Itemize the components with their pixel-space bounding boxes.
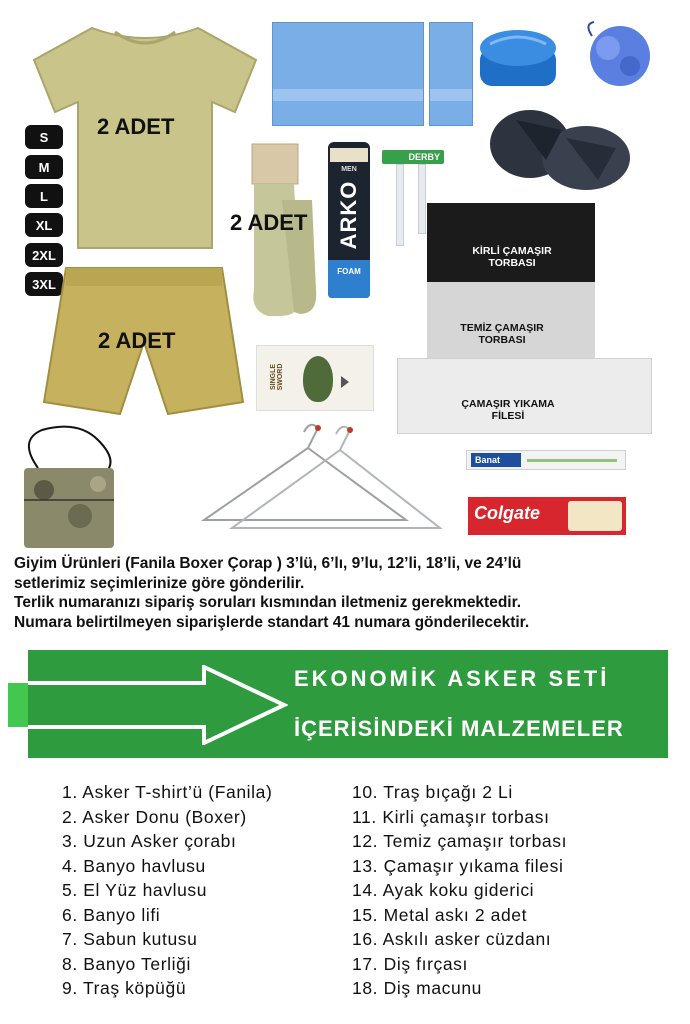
- list-item: [62, 829, 272, 854]
- list-item: [62, 903, 272, 928]
- size-badge-l: L: [25, 184, 63, 208]
- toothpaste-image: [468, 497, 626, 535]
- list-item: [352, 878, 567, 903]
- dirty-laundry-bag-label: KİRLİ ÇAMAŞIR TORBASI: [472, 245, 552, 269]
- size-badge-3xl: 3XL: [25, 272, 63, 296]
- list-item-number: 4.: [62, 855, 78, 876]
- wash-net-label: ÇAMAŞIR YIKAMA FİLESİ: [461, 398, 555, 422]
- razor-brand-label: DERBY: [382, 150, 444, 164]
- list-item-text: Temiz çamaşır torbası: [383, 831, 568, 851]
- size-badge-2xl: 2XL: [25, 243, 63, 267]
- list-item-number: 12.: [352, 831, 379, 851]
- hand-towel-image: [429, 22, 473, 126]
- list-item-number: 6.: [62, 904, 78, 925]
- list-item-text: Diş macunu: [383, 978, 483, 998]
- shaving-foam-sub-label: MEN: [341, 166, 357, 173]
- socks-quantity-label: 2 ADET: [230, 210, 308, 235]
- dirty-laundry-bag-image: [427, 203, 595, 285]
- bath-sponge-image: [578, 18, 658, 90]
- list-item: [352, 780, 567, 805]
- notes-line-3: Terlik numaranızı sipariş soruları kısmından iletmeniz gerekmektedir.: [14, 594, 522, 611]
- toothpaste-brand-label: Colgate: [474, 503, 541, 523]
- list-item-text: Traş köpüğü: [82, 978, 187, 998]
- list-item-text: Metal askı 2 adet: [383, 904, 528, 925]
- list-item-number: 18.: [352, 978, 379, 998]
- notes-line-2: setlerimiz seçimlerinize göre gönderilir.: [14, 574, 305, 592]
- list-item-number: 16.: [352, 929, 379, 949]
- list-item-text: Çamaşır yıkama filesi: [383, 855, 564, 876]
- notes-line-4: Numara belirtilmeyen siparişlerde standart 41 numara gönderilecektir.: [14, 613, 530, 631]
- order-notes: [14, 554, 684, 632]
- metal-hangers-image: [200, 420, 444, 535]
- list-item-number: 7.: [62, 929, 78, 949]
- bath-towel-image: [272, 22, 424, 126]
- list-item-text: Kirli çamaşır torbası: [382, 806, 550, 827]
- list-item-text: Banyo Terliği: [83, 953, 191, 974]
- list-item-text: Banyo havlusu: [83, 855, 206, 876]
- list-item-text: Uzun Asker çorabı: [83, 831, 237, 851]
- list-item-text: Banyo lifi: [83, 904, 161, 925]
- boxer-quantity-label: 2 ADET: [98, 328, 176, 353]
- list-item-text: Asker Donu (Boxer): [82, 806, 247, 827]
- list-item-number: 15.: [352, 904, 379, 925]
- list-item: [352, 854, 567, 879]
- foot-deodorizer-image: [256, 345, 374, 411]
- list-item: [62, 878, 272, 903]
- size-badge-s: S: [25, 125, 63, 149]
- toothbrush-brand-label: Banat: [471, 453, 521, 467]
- arrow-icon: [8, 665, 288, 745]
- list-item-number: 14.: [352, 880, 379, 900]
- list-item: [62, 854, 272, 879]
- banner-title-line-2: İÇERİSİNDEKİ MALZEMELER: [294, 716, 624, 741]
- list-item-number: 8.: [62, 953, 78, 974]
- list-item-number: 5.: [62, 880, 78, 900]
- list-item: [62, 780, 272, 805]
- banner-title-line-1: EKONOMİK ASKER SETİ: [294, 666, 610, 691]
- toothbrush-image: [466, 450, 626, 470]
- list-item: [352, 952, 567, 977]
- list-item-number: 17.: [352, 953, 379, 974]
- list-item: [62, 952, 272, 977]
- list-item: [62, 976, 272, 1001]
- list-item-number: 9.: [62, 978, 78, 998]
- size-badge-xl: XL: [25, 213, 63, 237]
- soap-box-image: [476, 22, 560, 92]
- list-item: [62, 927, 272, 952]
- list-item-text: Traş bıçağı 2 Li: [383, 782, 513, 802]
- list-item: [352, 976, 567, 1001]
- tshirt-quantity-label: 2 ADET: [97, 114, 175, 139]
- insole-brand-label: SINGLE SWORD: [270, 363, 284, 391]
- slippers-image: [486, 90, 636, 194]
- shaving-foam-brand-label: ARKO: [336, 180, 361, 250]
- soldier-wallet-image: [18, 420, 120, 552]
- list-item: [352, 805, 567, 830]
- list-item-text: El Yüz havlusu: [83, 880, 208, 900]
- list-item-number: 13.: [352, 855, 379, 876]
- list-item-text: Sabun kutusu: [83, 929, 198, 949]
- list-item-number: 3.: [62, 831, 78, 851]
- list-item-text: Askılı asker cüzdanı: [382, 929, 552, 949]
- list-item-text: Diş fırçası: [383, 953, 468, 974]
- item-list-left: [62, 780, 272, 1001]
- clean-laundry-bag-label: TEMİZ ÇAMAŞIR TORBASI: [460, 322, 544, 346]
- list-item: [62, 805, 272, 830]
- list-item: [352, 829, 567, 854]
- item-list-right: [352, 780, 567, 1001]
- shaving-foam-image: [328, 142, 370, 298]
- list-item: [352, 927, 567, 952]
- list-item-number: 11.: [352, 806, 377, 827]
- size-badge-m: M: [25, 155, 63, 179]
- list-item-number: 2.: [62, 806, 78, 827]
- list-item-number: 1.: [62, 782, 78, 802]
- shaving-foam-type-label: FOAM: [337, 267, 361, 276]
- list-item-text: Ayak koku giderici: [382, 880, 535, 900]
- list-item-number: 10.: [352, 782, 379, 802]
- notes-line-1: Giyim Ürünleri (Fanila Boxer Çorap ) 3’lü, 6’lı, 9’lu, 12’li, 18’li, ve 24’lü: [14, 555, 522, 572]
- list-item-text: Asker T-shirt’ü (Fanila): [82, 782, 273, 802]
- list-item: [352, 903, 567, 928]
